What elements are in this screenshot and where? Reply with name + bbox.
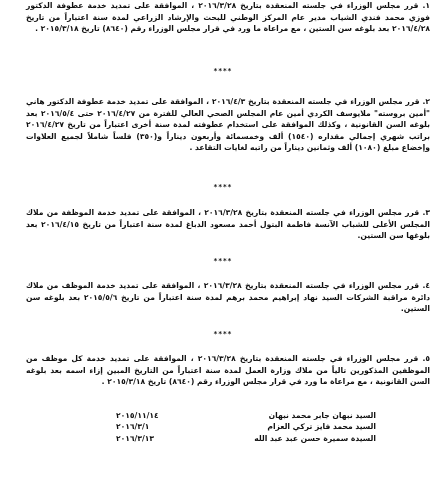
- separator: ****: [213, 67, 233, 75]
- separator: ****: [213, 183, 233, 191]
- employee-date: ٢٠١٦/٣/١: [116, 422, 150, 432]
- decision-item-1: [26, 0, 430, 35]
- item-text: قرر مجلس الوزراء في جلسته المنعقدة بتاريخ ٢٠١٦/٤/٣ ، الموافقة على تمديد خدمة عطوفة الدكتور هاني "أمين بروسته" ملايوسف الكردي أمين عام المجلس الصحي العالي للفترة من ٢٠١٦/٤/٢٧ حتى ٢٠١٦/٥/٤ بعد بلوغه السن القانونية ، وكذلك الموافقة على استخدام عطوفته لمدة سنة أخرى اعتباراً من تاريخ ٢٠١٦/٤/٢٧ براتب شهري إجمالي مقداره (١٥٤٠) ألف وخمسمائة وأربعون ديناراً و(٣٥٠) فلساً شاملاً لجميع العلاوات وإخضاع مبلغ (١٠٨٠) ألف وثمانين ديناراً من راتبه لغايات التقاعد .: [26, 97, 431, 153]
- item-text: قرر مجلس الوزراء في جلسته المنعقدة بتاريخ ٢٠١٦/٣/٢٨ ، الموافقة على تمديد خدمة الموظف من ملاك دائرة مراقبة الشركات السيد نهاد إبراهيم محمد برهم لمدة سنة اعتباراً من تاريخ ٢٠١٥/٥/٦ بعد بلوغه سن الستين.: [26, 281, 431, 314]
- separator: ****: [213, 330, 233, 338]
- employee-row: [116, 421, 376, 432]
- employee-name: السيدة سميرة حسن عبد عبد الله: [254, 433, 376, 443]
- employee-name: السيد نبهان جابر محمد نبهان: [268, 411, 376, 420]
- item-number: ٥.: [422, 354, 430, 363]
- decision-item-2: [26, 96, 430, 154]
- decision-item-5: [26, 353, 430, 388]
- employee-date: ٢٠١٦/٣/١٣: [116, 433, 154, 443]
- employee-row: [116, 410, 376, 421]
- item-number: ٢.: [422, 97, 430, 106]
- separator: ****: [213, 257, 233, 265]
- item-text: قرر مجلس الوزراء في جلسته المنعقدة بتاريخ ٢٠١٦/٣/٢٨ ، الموافقة على تمديد خدمة الموظفة من ملاك المجلس الأعلى للشباب الآنسة فاطمة البتول أحمد مسعود الدباغ لمدة سنة اعتباراً من تاريخ ٢٠١٦/٤/١٥ بعد بلوغها سن الستين.: [26, 208, 430, 241]
- employee-name: السيد محمد فايز تركي العزام: [267, 422, 376, 432]
- item-number: ٣.: [422, 208, 430, 217]
- decision-item-3: [26, 207, 430, 242]
- employee-row: [116, 433, 376, 444]
- item-number: ١.: [422, 1, 430, 10]
- decision-item-4: [26, 280, 430, 315]
- employee-list: [116, 410, 376, 444]
- item-text: قرر مجلس الوزراء في جلسته المنعقدة بتاريخ ٢٠١٦/٣/٢٨ ، الموافقة على تمديد خدمة عطوفة الدكتور فوزي محمد فندي الشياب مدير عام المركز الوطني للبحث والإرشاد الزراعي لمدة سنة اعتباراً من تاريخ ٢٠١٦/٤/٢٨ بعد بلوغه سن الستين ، مع مراعاة ما ورد في قرار مجلس الوزراء رقم (٨٦٤٠) تاريخ ٢٠١٥/٣/١٨ .: [26, 1, 430, 34]
- employee-date: ٢٠١٥/١١/١٤: [116, 411, 159, 420]
- item-number: ٤.: [422, 281, 431, 290]
- item-text: قرر مجلس الوزراء في جلسته المنعقدة بتاريخ ٢٠١٦/٣/٢٨ ، الموافقة على تمديد خدمة كل موظف من الموظفين المذكورين تالياً من ملاك وزارة العمل لمدة سنة اعتباراً من التاريخ المبين إزاء اسمه بعد بلوغه السن القانونية ، مع مراعاة ما ورد في قرار مجلس الوزراء رقم (٨٦٤٠) تاريخ ٢٠١٥/٣/١٨ .: [26, 354, 430, 387]
